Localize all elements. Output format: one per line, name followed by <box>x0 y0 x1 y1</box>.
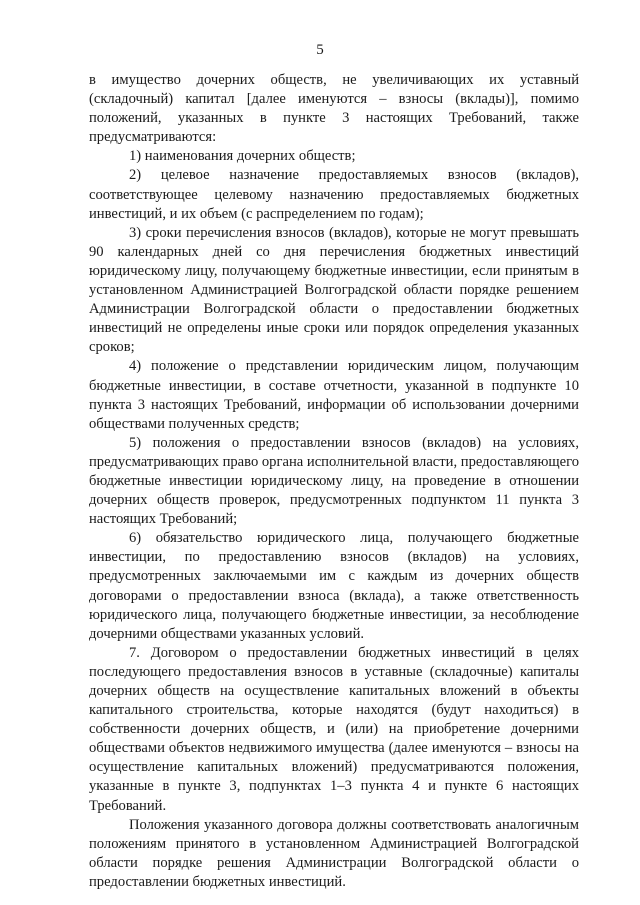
paragraph-intro: в имущество дочерних обществ, не увеличивающих их уставный (складочный) капитал [далее именуются – взносы (вклады)], помимо положений, указанных в пункте 3 настоящих Требований, также предусматриваются: <box>89 72 579 146</box>
document-body <box>89 71 579 892</box>
paragraph-item-6: 6) обязательство юридического лица, получающего бюджетные инвестиции, по предоставлению взносов (вкладов) на условиях, предусмотренных заключаемыми им с каждым из дочерних обществ договорами о предоставлении взноса (вклада), а также ответственность юридического лица, получающего бюджетные инвестиции, за несоблюдение дочерними обществами указанных условий. <box>89 530 579 642</box>
paragraph-section-7: 7. Договором о предоставлении бюджетных инвестиций в целях последующего предоставления взносов в уставные (складочные) капиталы дочерних обществ на осуществление капитальных вложений в объекты капитального строительства, которые находятся (будут находиться) в собственности дочерних обществ, и (или) на приобретение дочерними обществами объектов недвижимого имущества (далее именуются – взносы на осуществление капитальных вложений) предусматриваются положения, указанные в пункте 3, подпунктах 1–3 пункта 4 и пункте 6 настоящих Требований. <box>89 644 579 814</box>
paragraph-item-2: 2) целевое назначение предоставляемых взносов (вкладов), соответствующее целевому назначению предоставляемых бюджетных инвестиций, и их объем (с распределением по годам); <box>89 167 579 222</box>
paragraph-item-4: 4) положение о представлении юридическим лицом, получающим бюджетные инвестиции, в составе отчетности, указанной в подпункте 10 пункта 3 настоящих Требований, информации об использовании дочерними обществами полученных средств; <box>89 358 579 432</box>
paragraph-item-3: 3) сроки перечисления взносов (вкладов), которые не могут превышать 90 календарных дней со дня перечисления бюджетных инвестиций юридическому лицу, получающему бюджетные инвестиции, если принятым в установленном Администрацией Волгоградской области порядке решением Администрации Волгоградской области о предоставлении бюджетных инвестиций не определены иные сроки или порядок определения указанных сроков; <box>89 224 579 356</box>
paragraph-item-5: 5) положения о предоставлении взносов (вкладов) на условиях, предусматривающих право органа исполнительной власти, предоставляющего бюджетные инвестиции юридическому лицу, на проведение в отношении дочерних обществ проверок, предусмотренных подпунктом 11 пункта 3 настоящих Требований; <box>89 434 579 528</box>
paragraph-contract-provisions: Положения указанного договора должны соответствовать аналогичным положениям принятого в установленном Администрацией Волгоградской области порядке решения Администрации Волгоградской области о предоставлении бюджетных инвестиций. <box>89 816 579 890</box>
paragraph-item-1: 1) наименования дочерних обществ; <box>129 148 356 165</box>
page-number: 5 <box>316 42 324 58</box>
